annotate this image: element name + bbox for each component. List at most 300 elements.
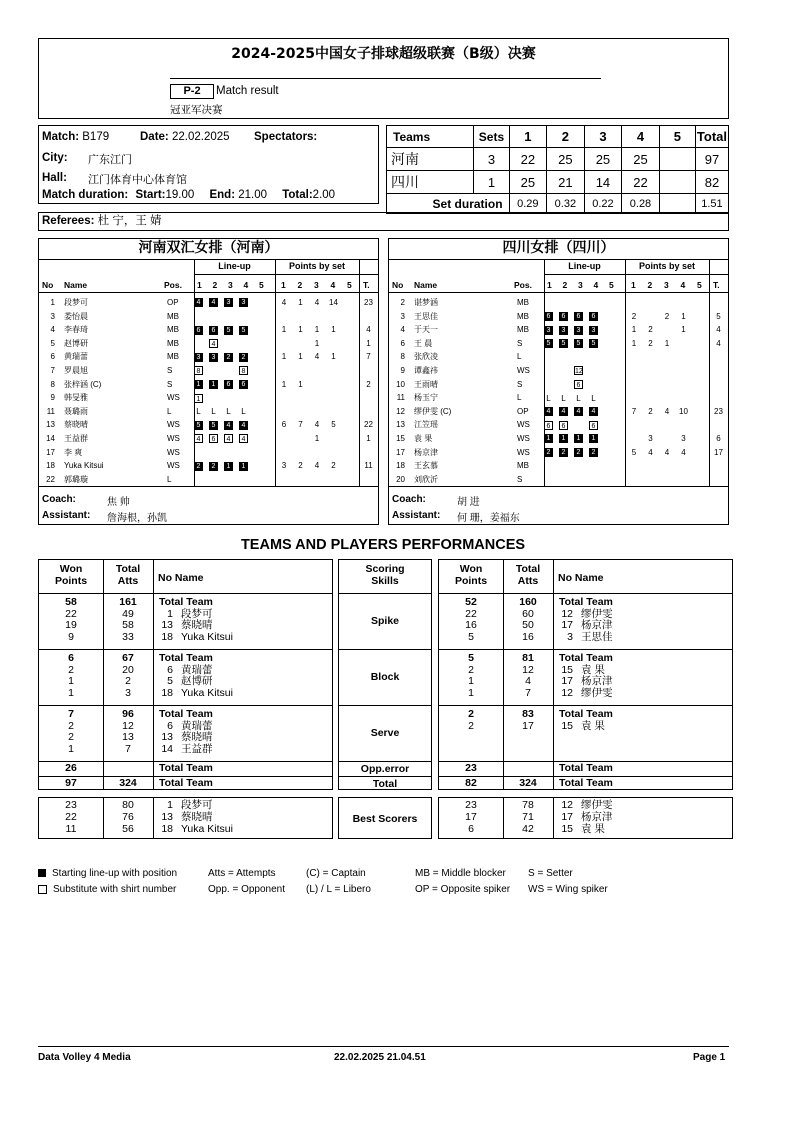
player-number: 9 [400, 366, 405, 375]
player-number: 18 [46, 461, 55, 471]
substitute-marker: 1 [194, 394, 203, 403]
roster-colheader-line [389, 292, 728, 293]
perf-vline [153, 560, 154, 789]
player-name: 谌梦涵 [414, 298, 438, 307]
total-header: T. [363, 280, 370, 290]
lineup-set-header: 3 [578, 280, 583, 290]
player-name: 张梓涵 (C) [64, 379, 102, 389]
set-points: 6 [281, 420, 287, 430]
substitute-marker: 6 [209, 434, 218, 443]
set-points: 1 [298, 379, 303, 389]
skill-label: Block [370, 671, 400, 683]
set-points: 1 [314, 338, 320, 348]
start-time: 19.00 [165, 189, 195, 201]
total-team: Total Team [559, 777, 613, 789]
set-points: 4 [314, 352, 320, 362]
player-name: 杨京津 [581, 675, 613, 687]
starting-position-marker: 6 [239, 380, 248, 389]
lineup-set-header: 3 [228, 280, 233, 290]
score-set: 14 [584, 171, 622, 194]
total-atts: 12 [522, 663, 534, 676]
player-lineup [194, 337, 224, 351]
set-duration: 0.28 [622, 194, 660, 214]
roster-title-line [39, 259, 378, 260]
lineup-set-header: 4 [593, 280, 599, 290]
set-duration: 0.22 [584, 194, 622, 214]
total-duration: 2.00 [312, 189, 336, 201]
match-duration-total: 1.51 [695, 194, 728, 214]
starting-position-marker: 5 [194, 421, 203, 430]
player-row [39, 391, 378, 405]
perf-hline [439, 593, 732, 594]
roster-subheader-line [544, 274, 728, 275]
score-table [386, 125, 729, 214]
won-points: 22 [65, 607, 77, 620]
score-set: 25 [584, 148, 622, 171]
no-header: No [42, 280, 54, 290]
set-points: 2 [298, 461, 303, 471]
player-name: Yuka Kitsui [181, 630, 233, 643]
city-label: City: [42, 152, 68, 164]
starting-position-marker: 1 [559, 434, 568, 443]
total-atts: 60 [522, 607, 534, 620]
player-name: 王思佳 [581, 630, 613, 643]
total-atts: 17 [522, 719, 534, 732]
hall-value: 江门体育中心体育馆 [88, 174, 187, 186]
player-lineup [194, 405, 254, 419]
match-duration-row [42, 189, 335, 201]
player-name: 赵博研 [181, 675, 213, 687]
match-label: Match: [42, 131, 80, 143]
best-total-atts: 42 [522, 823, 534, 835]
player-name: 蔡晓晴 [64, 420, 88, 430]
lineup-header: Line-up [568, 261, 601, 271]
player-name: 李春琦 [64, 325, 88, 335]
player-number: 5 [167, 675, 173, 687]
best-total-atts: 80 [122, 799, 134, 811]
set-duration: 0.32 [547, 194, 585, 214]
player-number: 6 [50, 352, 55, 362]
player-position: WS [167, 434, 180, 443]
match-number: B179 [82, 131, 110, 143]
player-row [39, 296, 378, 310]
player-total-points: 23 [714, 406, 723, 416]
total-atts: 324 [119, 777, 137, 789]
player-number: 8 [50, 379, 55, 389]
best-total-atts: 71 [522, 811, 534, 823]
player-row [39, 459, 378, 473]
player-name: 袁 果 [581, 663, 605, 676]
starting-position-marker: 3 [559, 326, 568, 335]
footer-line [38, 1046, 729, 1047]
player-total-points: 4 [716, 325, 721, 335]
score-header-set3: 3 [584, 126, 622, 148]
player-position: MB [517, 311, 529, 321]
won-points: 5 [468, 652, 474, 664]
coach-name: 焦 帅 [107, 497, 130, 508]
player-name: 王 晨 [414, 338, 433, 348]
total-atts: 12 [122, 719, 134, 732]
footer-left: Data Volley 4 Media [38, 1052, 131, 1063]
player-total-points: 1 [366, 434, 371, 443]
substitute-marker: 6 [589, 421, 598, 430]
perf-hline [339, 761, 431, 762]
starting-position-marker: 4 [209, 298, 218, 307]
set-points: 1 [681, 325, 686, 335]
header-box [38, 38, 729, 119]
referees-box [38, 212, 729, 231]
set-points: 4 [664, 406, 670, 416]
player-position: WS [517, 434, 530, 443]
legend-starting [38, 868, 177, 879]
total-atts: 2 [125, 675, 131, 687]
start-label: Start: [135, 189, 166, 201]
starting-position-marker: 6 [224, 380, 233, 389]
best-player-name: Yuka Kitsui [181, 823, 233, 835]
player-name: 谭鑫祎 [414, 366, 438, 375]
set-points: 5 [331, 420, 336, 430]
player-row [389, 446, 728, 460]
points-set-header: 2 [647, 280, 653, 290]
libero-marker: L [576, 393, 581, 403]
score-sets: 3 [474, 148, 509, 171]
player-number: 14 [161, 742, 173, 755]
player-name: 缪伊雯 (C) [414, 406, 452, 416]
player-lineup [194, 391, 209, 405]
player-name: 聂璐雨 [64, 406, 88, 416]
player-total-points: 11 [364, 461, 373, 471]
score-team: 四川 [387, 171, 474, 194]
player-name: 王玄慕 [414, 461, 438, 471]
set-points: 4 [314, 461, 320, 471]
lineup-set-header: 1 [547, 280, 552, 290]
player-number: 17 [46, 447, 55, 457]
player-row [39, 446, 378, 460]
set-points: 1 [281, 352, 287, 362]
assistant-label: Assistant: [392, 510, 441, 521]
player-total-points: 6 [716, 434, 721, 443]
set-points: 1 [331, 325, 336, 335]
total-atts-header: Total Atts [115, 563, 141, 587]
won-points: 9 [68, 630, 74, 643]
total-team-label: Total Team [559, 652, 613, 664]
won-points-header: Won Points [454, 563, 488, 587]
starting-position-marker: 4 [559, 407, 568, 416]
starting-position-marker: 4 [194, 298, 203, 307]
player-position: S [167, 366, 173, 375]
score-set [659, 171, 695, 194]
set-points: 4 [648, 447, 653, 457]
skill-label: Serve [370, 727, 400, 739]
player-position: MB [167, 352, 179, 362]
perf-vline [153, 798, 154, 838]
player-position: L [517, 393, 522, 403]
player-name: 王思佳 [414, 311, 438, 321]
team-a-roster [38, 238, 379, 525]
starting-position-marker: 3 [224, 298, 233, 307]
points-set-header: 2 [297, 280, 303, 290]
player-row [39, 364, 378, 378]
best-player-name: 缪伊雯 [581, 799, 613, 811]
player-name: Yuka Kitsui [64, 461, 104, 471]
player-total-points: 22 [364, 420, 373, 430]
total-atts: 50 [522, 619, 534, 631]
starting-position-marker: 4 [544, 407, 553, 416]
player-position: MB [167, 325, 179, 335]
points-set-header: 1 [281, 280, 286, 290]
pos-header: Pos. [514, 280, 532, 290]
player-total-points: 17 [714, 447, 723, 457]
player-number: 18 [161, 686, 173, 699]
total-atts: 3 [125, 686, 131, 699]
empty-slot [574, 421, 583, 430]
points-set-header: 5 [347, 280, 352, 290]
player-lineup [544, 364, 589, 378]
starting-position-marker: 3 [194, 353, 203, 362]
points-set-header: 4 [330, 280, 336, 290]
player-name: 缪伊雯 [581, 607, 613, 620]
player-name: 黄瑞蕾 [181, 663, 213, 676]
total-atts: 7 [125, 742, 131, 755]
total-atts: 160 [519, 596, 537, 608]
set-points: 1 [314, 434, 320, 443]
won-points-header: Won Points [54, 563, 88, 587]
score-header-set2: 2 [547, 126, 585, 148]
total-atts: 13 [122, 731, 134, 743]
lineup-header: Line-up [218, 261, 251, 271]
starting-position-marker: 5 [239, 326, 248, 335]
player-name: 黄瑞蕾 [181, 719, 213, 732]
roster-subheader-line [194, 274, 378, 275]
player-number: 18 [396, 461, 405, 471]
starting-position-marker: 4 [589, 407, 598, 416]
total-label: Total: [282, 189, 313, 201]
player-number: 5 [50, 338, 55, 348]
player-number: 18 [161, 630, 173, 643]
best-player-name: 段梦可 [181, 799, 213, 811]
total-team-label: Total Team [559, 596, 613, 608]
set-duration-row [387, 194, 729, 214]
won-points: 7 [68, 708, 74, 720]
player-number: 3 [50, 311, 55, 321]
total-label: Total [372, 778, 398, 790]
duration-label: Match duration: [42, 189, 129, 201]
points-set-header: 1 [631, 280, 636, 290]
player-number: 17 [561, 675, 573, 687]
player-number: 17 [561, 619, 573, 631]
player-name: 李 爽 [64, 447, 83, 457]
starting-position-marker: 1 [209, 380, 218, 389]
player-position: WS [167, 461, 180, 471]
starting-position-marker: 5 [574, 339, 583, 348]
empty-slot [544, 380, 553, 389]
player-name: 蔡晓晴 [181, 731, 213, 743]
player-lineup [544, 418, 604, 432]
score-header-set4: 4 [622, 126, 660, 148]
won-points: 1 [68, 686, 74, 699]
total-atts: 83 [522, 708, 534, 720]
won-points: 58 [65, 596, 77, 608]
legend-libero: (L) / L = Libero [306, 884, 371, 895]
player-row [39, 337, 378, 351]
total-atts: 20 [122, 663, 134, 676]
legend-substitute-text: Substitute with shirt number [53, 884, 177, 895]
won-points: 2 [68, 731, 74, 743]
opp-error-points: 26 [65, 762, 77, 774]
player-position: MB [517, 325, 529, 335]
total-team-label: Total Team [159, 596, 213, 608]
no-name-header: No Name [558, 572, 604, 584]
player-name: 罗晨旭 [64, 366, 88, 375]
opp-error-points: 23 [465, 762, 477, 774]
page-title: 2024-2025中国女子排球超级联赛（B级）决赛 [231, 46, 536, 62]
match-date-row [140, 131, 230, 143]
set-points: 1 [298, 298, 303, 307]
player-row [39, 418, 378, 432]
player-number: 6 [400, 338, 405, 348]
footer-right: Page 1 [693, 1052, 726, 1063]
referees-names: 杜 宁，王 婧 [97, 215, 162, 227]
player-number: 12 [561, 607, 573, 620]
perf-team-b [438, 559, 733, 790]
lineup-set-header: 1 [197, 280, 202, 290]
score-sets: 1 [474, 171, 509, 194]
perf-hline [339, 705, 431, 706]
set-points: 3 [681, 434, 686, 443]
starting-position-marker: 1 [239, 462, 248, 471]
player-number: 4 [400, 325, 405, 335]
opp-error-team: Total Team [559, 762, 613, 774]
player-position: WS [517, 420, 530, 430]
legend-substitute [38, 884, 176, 895]
starting-position-marker: 2 [224, 353, 233, 362]
best-scorers-team-a [38, 797, 333, 839]
player-number: 6 [167, 719, 173, 732]
set-points: 1 [631, 338, 637, 348]
player-row [389, 296, 728, 310]
set-points: 4 [314, 298, 320, 307]
player-name: 郭璐璇 [64, 474, 88, 484]
set-points: 4 [664, 447, 670, 457]
starting-position-marker: 1 [544, 434, 553, 443]
best-total-atts: 78 [522, 799, 534, 811]
best-won-points: 22 [65, 811, 77, 823]
starting-position-marker: 1 [574, 434, 583, 443]
set-duration: 0.29 [509, 194, 547, 214]
libero-marker: L [561, 393, 566, 403]
player-row [389, 418, 728, 432]
player-lineup [544, 432, 604, 446]
won-points: 2 [468, 663, 474, 676]
player-name: 蔡晓晴 [181, 619, 213, 631]
total-points: 97 [65, 777, 77, 789]
total-points: 82 [465, 777, 477, 789]
player-name: 段梦可 [64, 298, 88, 307]
best-player-number: 15 [561, 823, 573, 835]
perf-hline [339, 593, 431, 594]
perf-skills [338, 559, 432, 790]
assistant-names: 何 珊，姜福东 [457, 513, 520, 524]
legend-captain: (C) = Captain [306, 868, 366, 879]
perf-hline [39, 705, 332, 706]
set-points: 5 [631, 447, 637, 457]
player-name: 韩旻雅 [64, 393, 88, 403]
match-date: 22.02.2025 [171, 131, 230, 143]
total-atts: 4 [525, 675, 531, 687]
player-name: 袁 果 [414, 434, 433, 443]
total-atts: 58 [122, 619, 134, 631]
starting-position-marker: 6 [559, 312, 568, 321]
player-number: 3 [567, 630, 573, 643]
best-scorers-label: Best Scorers [352, 813, 418, 825]
score-set: 25 [622, 148, 660, 171]
player-row [389, 337, 728, 351]
libero-marker: L [226, 407, 231, 417]
set-points: 2 [664, 311, 670, 321]
player-row [389, 350, 728, 364]
player-name: 张欣凌 [414, 352, 438, 362]
won-points: 2 [68, 719, 74, 732]
set-points: 4 [281, 298, 287, 307]
player-row [389, 364, 728, 378]
lineup-set-header: 2 [562, 280, 568, 290]
total-atts: 96 [122, 708, 134, 720]
team-b-roster [388, 238, 729, 525]
name-header: Name [64, 280, 88, 290]
set-points: 1 [281, 325, 287, 335]
player-position: MB [167, 338, 179, 348]
player-total-points: 1 [366, 338, 371, 348]
set-points: 3 [281, 461, 287, 471]
player-name: 段梦可 [181, 607, 213, 620]
player-name: 赵博研 [64, 338, 88, 348]
best-scorers-team-b [438, 797, 733, 839]
player-total-points: 7 [366, 352, 371, 362]
score-set: 25 [509, 171, 547, 194]
best-player-name: 杨京津 [581, 811, 613, 823]
roster-title-line [389, 259, 728, 260]
substitute-marker: 4 [194, 434, 203, 443]
player-name: 缪伊雯 [581, 686, 613, 699]
starting-position-marker: 1 [224, 462, 233, 471]
set-points: 1 [298, 352, 303, 362]
player-row [39, 405, 378, 419]
empty-slot [544, 366, 553, 375]
player-number: 4 [50, 325, 55, 335]
player-number: 3 [400, 311, 405, 321]
libero-marker: L [211, 407, 216, 417]
player-name: 黄瑞蕾 [64, 352, 88, 362]
player-number: 15 [396, 434, 405, 443]
best-player-name: 袁 果 [581, 823, 605, 835]
player-number: 12 [561, 686, 573, 699]
player-lineup [544, 323, 604, 337]
player-name: 王益群 [64, 434, 88, 443]
player-lineup [544, 378, 589, 392]
total-atts: 7 [525, 686, 531, 699]
best-scorers-label-box [338, 797, 432, 839]
assistant-label: Assistant: [42, 510, 91, 521]
libero-marker: L [196, 407, 201, 417]
set-duration [659, 194, 695, 214]
city-value: 广东江门 [88, 154, 132, 166]
empty-square-icon [38, 885, 47, 894]
legend-s: S = Setter [528, 868, 573, 879]
starting-position-marker: 3 [239, 298, 248, 307]
empty-slot [194, 339, 203, 348]
starting-position-marker: 2 [209, 462, 218, 471]
report-code: P-2 [170, 84, 214, 99]
